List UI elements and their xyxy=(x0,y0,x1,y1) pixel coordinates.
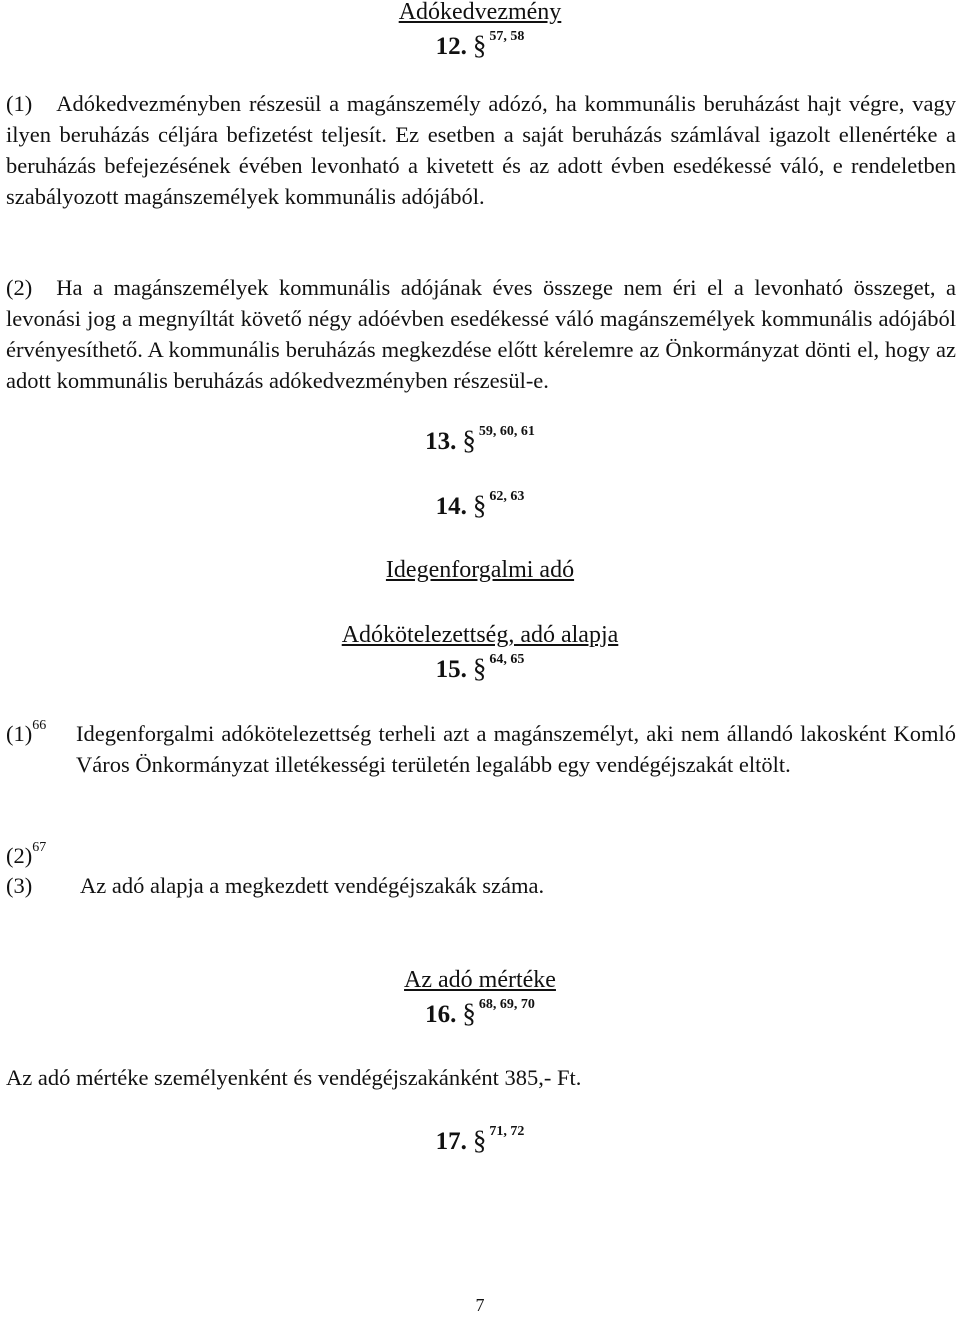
paragraph-15-3 xyxy=(6,870,32,901)
section-sign: § xyxy=(462,998,476,1028)
section-number: 15. xyxy=(435,656,467,683)
section-number: 13. xyxy=(425,428,457,455)
footnote-ref: 66 xyxy=(32,718,47,733)
heading-idegenforgalmi-ado: Idegenforgalmi adó xyxy=(385,557,575,583)
section-12 xyxy=(0,30,960,62)
section-number: 16. xyxy=(425,1001,457,1028)
section-number: 12. xyxy=(435,33,467,60)
paragraph-15-2 xyxy=(6,840,46,871)
section-sign: § xyxy=(472,490,487,520)
section-sign: § xyxy=(462,425,476,455)
paragraph-number: (2) xyxy=(6,275,33,300)
paragraph-16-text: Az adó mértéke személyenként és vendégéjszakánként 385,- Ft. xyxy=(6,1065,582,1090)
section-13 xyxy=(0,425,960,457)
section-sign: § xyxy=(472,653,487,683)
section-number: 17. xyxy=(435,1128,467,1155)
section-17 xyxy=(0,1125,960,1157)
section-16 xyxy=(0,998,960,1030)
section-number: 14. xyxy=(435,493,467,520)
paragraph-number: $(1)^{66}$ xyxy=(6,718,47,746)
paragraph-text: Az adó alapja a megkezdett vendégéjszakák száma. xyxy=(80,873,545,898)
footnote-ref: 67 xyxy=(32,840,47,855)
footnote-refs: 71, 72 xyxy=(489,1124,525,1139)
paragraph-12-2 xyxy=(6,272,956,396)
paragraph-number: (3) xyxy=(6,873,33,898)
footnote-refs: 59, 60, 61 xyxy=(478,424,535,439)
paragraph-text: Ha a magánszemélyek kommunális adójának éves összege nem éri el a levonható összeget, a levonási jog a megnyíltát követő négy adóévben esedékessé váló magánszemélyek kommunális adójából érvényesíthető. A kommunális beruházás megkezdése előtt kérelemre az Önkormányzat dönti el, hogy az adott kommunális beruházás adókedvezményben részesül-e. xyxy=(6,275,956,393)
paragraph-12-1 xyxy=(6,88,956,212)
footnote-refs: 68, 69, 70 xyxy=(478,997,535,1012)
heading-adokotelezettseg: Adókötelezettség, adó alapja xyxy=(341,622,619,648)
paragraph-text: Adókedvezményben részesül a magánszemély adózó, ha kommunális beruházást hajt végre, vagy ilyen beruházás céljára befizetést teljesít. Ez esetben a saját beruházás számlával igazolt ellenértéke a beruházás befejezésének évében levonható a kivetett és az adott évben esedékessé váló, e rendeletben szabályozott magánszemélyek kommunális adójából. xyxy=(6,91,956,209)
page-number: 7 xyxy=(475,1295,485,1315)
section-sign: § xyxy=(472,30,487,60)
section-14 xyxy=(0,490,960,522)
paragraph-text: Idegenforgalmi adókötelezettség terheli azt a magánszemélyt, aki nem állandó lakosként Komló Város Önkormányzat illetékességi területén legalább egy vendégéjszakát eltölt. xyxy=(76,721,956,777)
footnote-refs: 62, 63 xyxy=(489,489,525,504)
footnote-refs: 64, 65 xyxy=(489,652,525,667)
heading-adokedvezmeny: Adókedvezmény xyxy=(398,0,562,25)
paragraph-number: (2) xyxy=(6,843,33,868)
heading-az-ado-merteke: Az adó mértéke xyxy=(404,967,556,993)
section-sign: § xyxy=(472,1125,487,1155)
paragraph-number: (1) xyxy=(6,91,33,116)
section-15 xyxy=(0,653,960,685)
footnote-refs: 57, 58 xyxy=(489,29,525,44)
